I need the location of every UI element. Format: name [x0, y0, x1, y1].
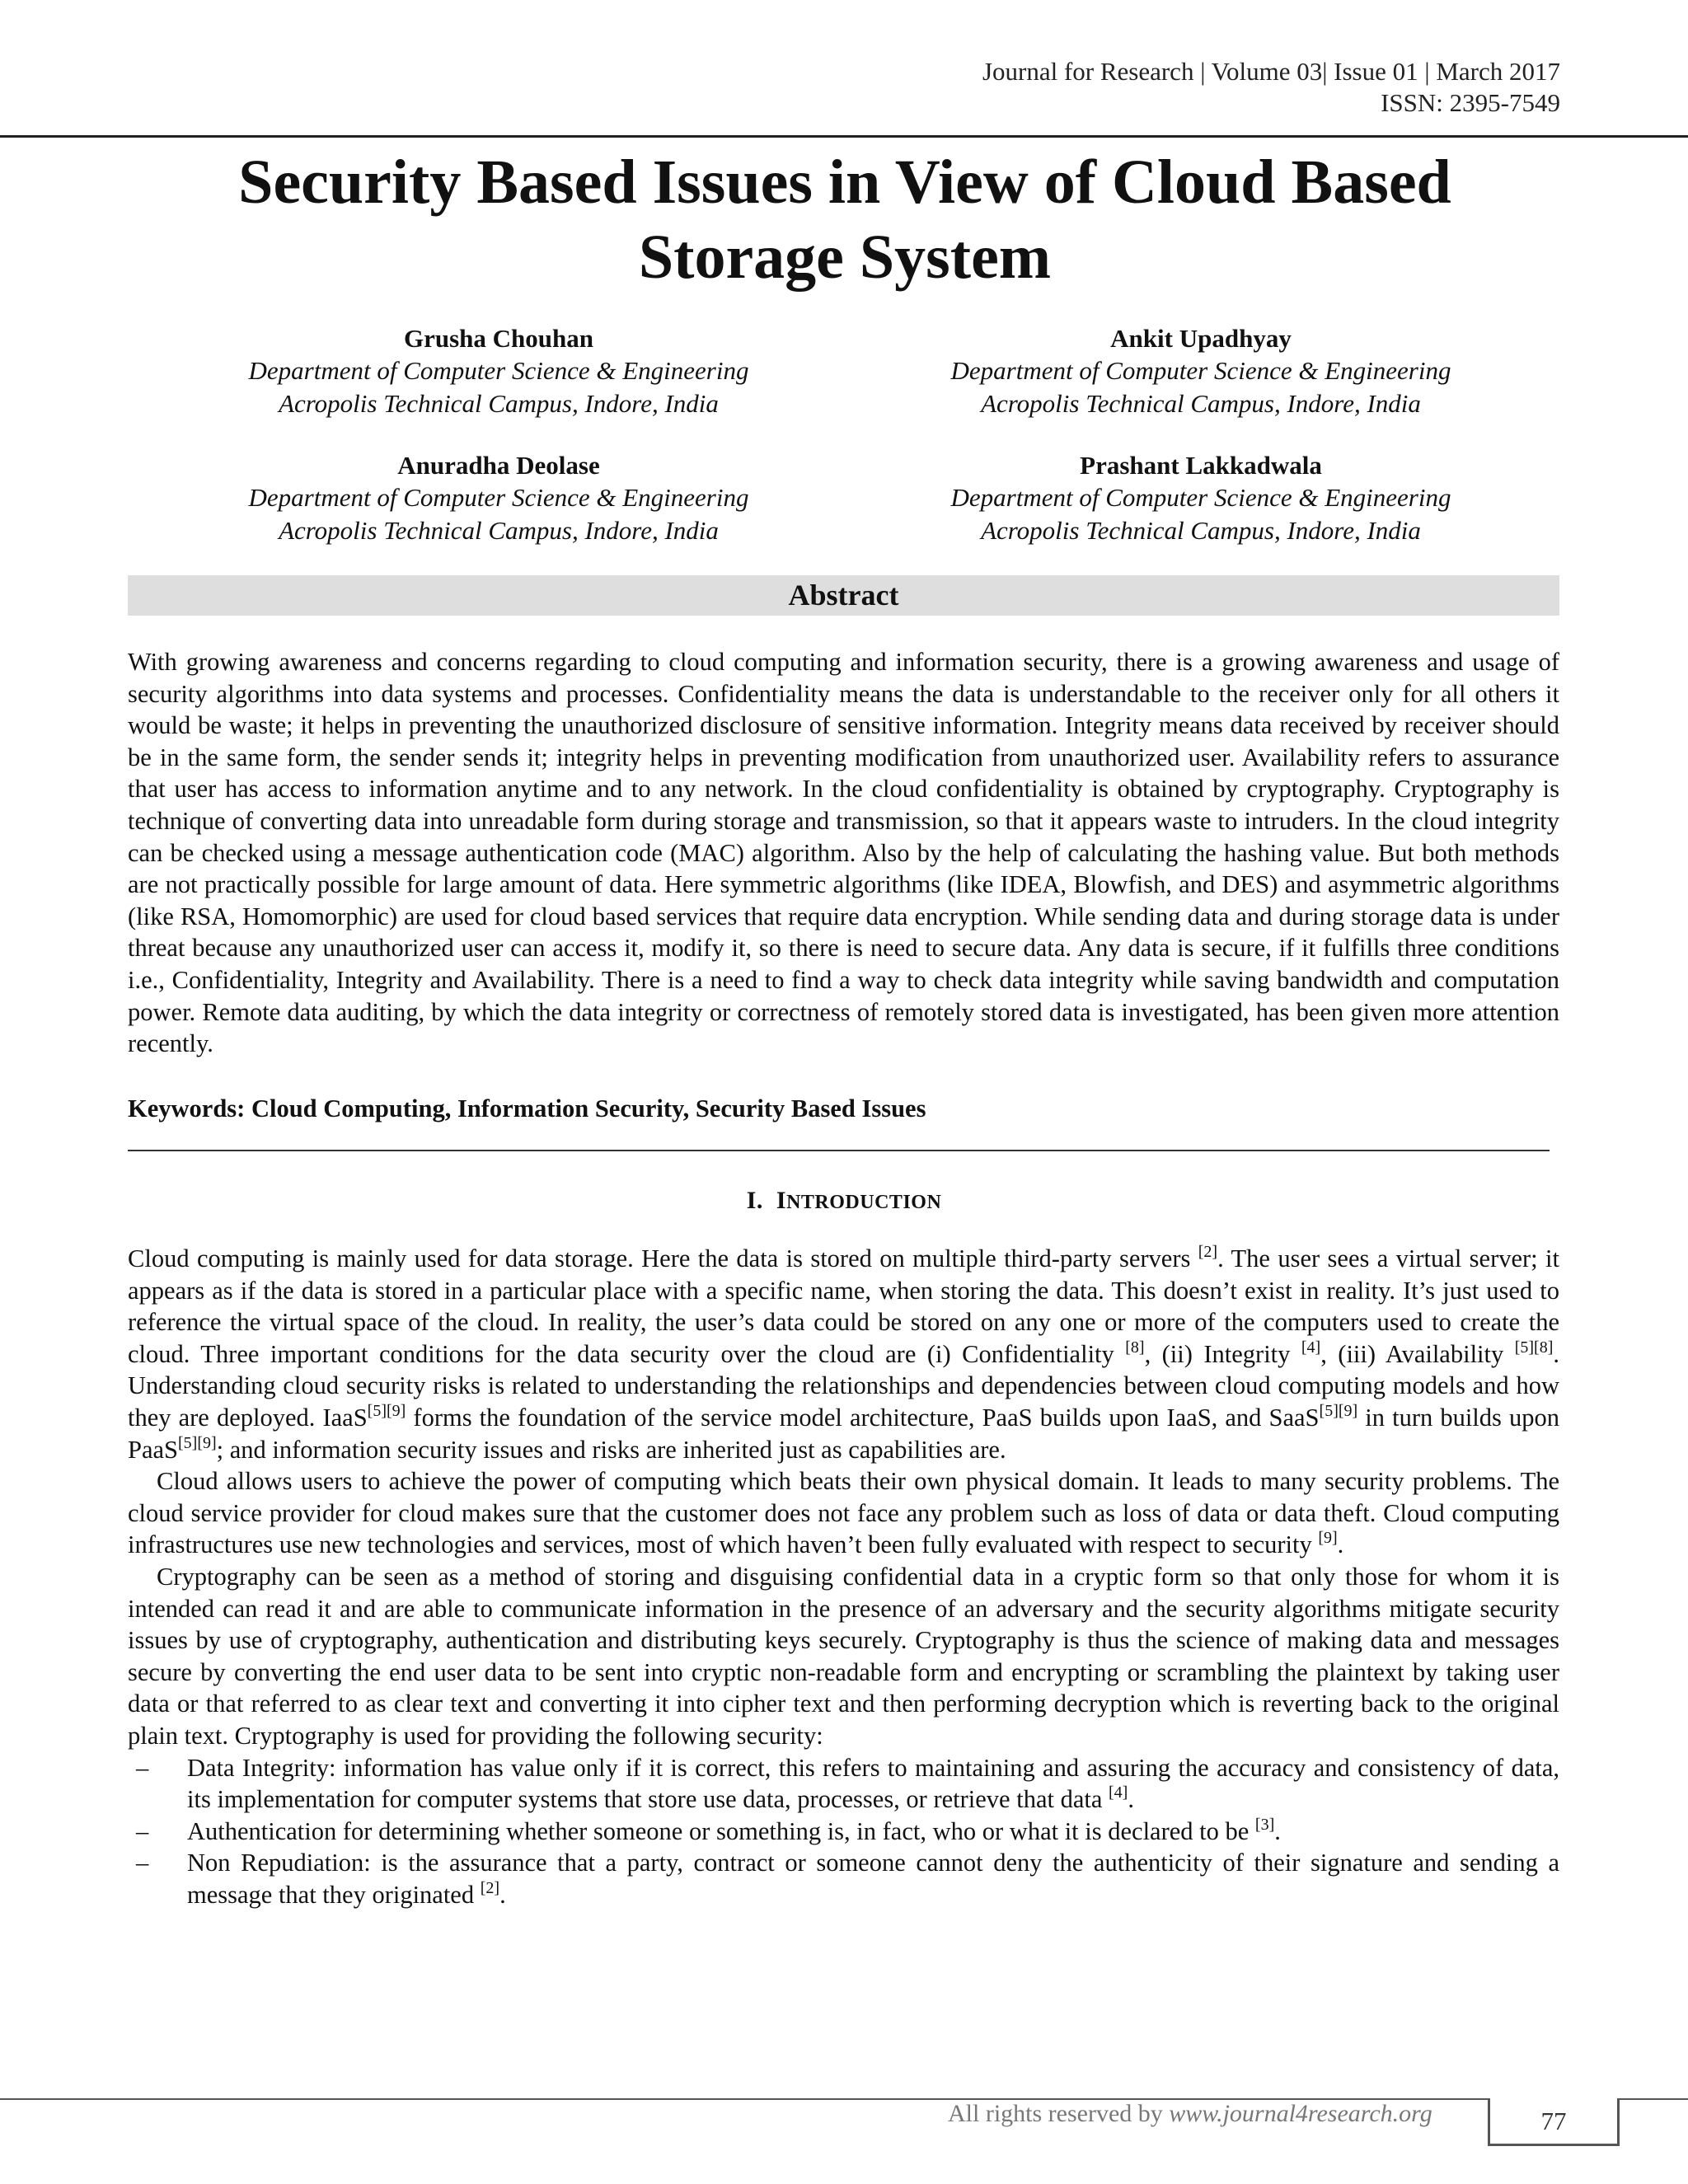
author-name: Grusha Chouhan: [403, 324, 594, 353]
text-run: Non Repudiation: is the assurance that a party, contract or someone cannot deny the authenticity of their signature and sending a message that they originated: [187, 1849, 1559, 1909]
dash-bullet: –: [136, 1816, 149, 1845]
text-run: in turn builds upon PaaS: [128, 1403, 1559, 1464]
citation: [5][9]: [367, 1401, 406, 1420]
author-block: [863, 449, 1539, 546]
list-item: [128, 1847, 1559, 1910]
dash-bullet: –: [136, 1849, 149, 1877]
footer-rights: [948, 2100, 1432, 2128]
section-heading: [0, 1187, 1688, 1215]
author-name: Anuradha Deolase: [397, 451, 600, 480]
abstract-text: [128, 646, 1559, 1060]
introduction-body: [128, 1243, 1559, 1910]
text-run: .: [1337, 1530, 1344, 1559]
title-line-1: Security Based Issues in View of Cloud Based: [238, 148, 1451, 217]
abstract-paragraph: With growing awareness and concerns regarding to cloud computing and information security, there is a growing awareness and usage of security algorithms into data systems and processes. Confidentiality means the data is understandable to the receiver only for all others it would be waste; it helps in preventing the unauthorized disclosure of sensitive information. Integrity means data received by receiver should be in the same form, the sender sends it; integrity helps in preventing modification from unauthorized user. Availability refers to assurance that user has access to information anytime and to any network. In the cloud confidentiality is obtained by cryptography. Cryptography is technique of converting data into unreadable form during storage and transmission, so that it appears waste to intruders. In the cloud integrity can be checked using a message authentication code (MAC) algorithm. Also by the help of calculating the hashing value. But both methods are not practically possible for large amount of data. Here symmetric algorithms (like IDEA, Blowfish, and DES) and asymmetric algorithms (like RSA, Homomorphic) are used for cloud based services that require data encryption. While sending data and during storage data is under threat because any unauthorized user can access it, modify it, so there is need to secure data. Any data is secure, if it fulfills three conditions i.e., Confidentiality, Integrity and Availability. There is a need to find a way to check data integrity while saving bandwidth and computation power. Remote data auditing, by which the data integrity or correctness of remotely stored data is investigated, has been given more attention recently.: [128, 648, 1559, 1058]
text-run: Cloud computing is mainly used for data storage. Here the data is stored on multiple third-party servers: [128, 1244, 1198, 1272]
author-block: [161, 449, 837, 546]
text-run: forms the foundation of the service model architecture, PaaS builds upon IaaS, and SaaS: [406, 1403, 1320, 1432]
footer-rule: [1620, 2098, 1688, 2100]
citation: [8]: [1125, 1338, 1145, 1357]
author-block: [863, 322, 1539, 419]
section-number: I.: [746, 1187, 763, 1214]
author-department: Department of Computer Science & Engineering: [950, 356, 1451, 386]
journal-line: Journal for Research | Volume 03| Issue 01 | March 2017: [982, 57, 1560, 86]
text-run: Authentication for determining whether someone or something is, in fact, who or what it is declared to be: [187, 1816, 1255, 1845]
citation: [4]: [1109, 1783, 1128, 1802]
keywords: Keywords: Cloud Computing, Information Security, Security Based Issues: [128, 1094, 926, 1122]
abstract-heading: Abstract: [128, 575, 1559, 616]
text-run: .: [1274, 1816, 1281, 1845]
text-run: .: [1128, 1785, 1134, 1814]
text-run: Data Integrity: information has value only if it is correct, this refers to maintaining and assuring the accuracy and consistency of data, its implementation for computer systems that store use data, processes, or retrieve that data: [187, 1753, 1559, 1814]
author-name: Prashant Lakkadwala: [1080, 451, 1322, 480]
citation: [4]: [1301, 1338, 1321, 1357]
author-institution: Acropolis Technical Campus, Indore, India: [981, 388, 1421, 418]
text-run: . Understanding cloud security risks is related to understanding the relationships and dependencies between cloud computing models and how they are deployed. IaaS: [128, 1339, 1559, 1432]
header-rule: [0, 135, 1688, 138]
citation: [2]: [1198, 1243, 1218, 1261]
citation: [2]: [480, 1878, 500, 1897]
list-item: [128, 1752, 1559, 1816]
journal-url: www.journal4research.org: [1169, 2100, 1432, 2127]
text-run: ; and information security issues and risks are inherited just as capabilities are.: [216, 1435, 1006, 1464]
citation: [5][9]: [178, 1433, 217, 1452]
list-item: [128, 1816, 1559, 1848]
section-divider: [128, 1150, 1550, 1151]
author-institution: Acropolis Technical Campus, Indore, India: [279, 515, 719, 545]
citation: [5][8]: [1514, 1338, 1554, 1357]
text-run: Cloud allows users to achieve the power of computing which beats their own physical domain. It leads to many security problems. The cloud service provider for cloud makes sure that the customer does not face any problem such as loss of data or data theft. Cloud computing infrastructures use new technologies and services, most of which haven’t been fully evaluated with respect to security: [128, 1467, 1559, 1559]
journal-header: [982, 56, 1560, 119]
issn-line: ISSN: 2395-7549: [1381, 87, 1560, 117]
section-heading-rest: NTRODUCTION: [786, 1192, 942, 1213]
intro-paragraph-3: Cryptography can be seen as a method of storing and disguising confidential data in a cryptic form so that only those for whom it is intended can read it and are able to communicate information in the presence of an adversary and the security algorithms mitigate security issues by use of cryptography, authentication and distributing keys securely. Cryptography is thus the science of making data and messages secure by converting the end user data to be sent into cryptic non-readable form and encrypting or scrambling the plaintext by taking user data or that referred to as clear text and converting it into cipher text and then performing decryption which is reverting back to the original plain text. Cryptography is used for providing the following security:: [128, 1562, 1559, 1750]
dash-bullet: –: [136, 1753, 149, 1782]
text-run: .: [499, 1880, 506, 1909]
text-run: , (iii) Availability: [1320, 1339, 1515, 1368]
paper-title: [124, 145, 1566, 295]
citation: [3]: [1254, 1815, 1275, 1834]
author-block: [161, 322, 837, 419]
author-department: Department of Computer Science & Engineering: [950, 483, 1451, 513]
author-name: Ankit Upadhyay: [1110, 324, 1292, 353]
text-run: , (ii) Integrity: [1144, 1339, 1301, 1368]
author-institution: Acropolis Technical Campus, Indore, India: [981, 515, 1421, 545]
intro-paragraph-1: [128, 1243, 1559, 1465]
rights-text: All rights reserved by: [948, 2100, 1170, 2127]
page-number: 77: [1540, 2107, 1567, 2135]
security-list: [128, 1752, 1559, 1911]
intro-paragraph-2: [128, 1465, 1559, 1561]
author-department: Department of Computer Science & Engineering: [248, 356, 749, 386]
section-heading-initial: I: [776, 1187, 787, 1214]
author-institution: Acropolis Technical Campus, Indore, India: [279, 388, 719, 418]
citation: [9]: [1318, 1529, 1338, 1548]
text-run: . The user sees a virtual server; it appears as if the data is stored in a particular place with a specific name, when storing the data. This doesn’t exist in reality. It’s just used to reference the virtual space of the cloud. In reality, the user’s data could be stored on any one or more of the computers used to create the cloud. Three important conditions for the data security over the cloud are (i) Confidentiality: [128, 1244, 1559, 1368]
title-line-2: Storage System: [638, 223, 1052, 293]
citation: [5][9]: [1319, 1401, 1358, 1420]
author-department: Department of Computer Science & Engineering: [248, 483, 749, 513]
